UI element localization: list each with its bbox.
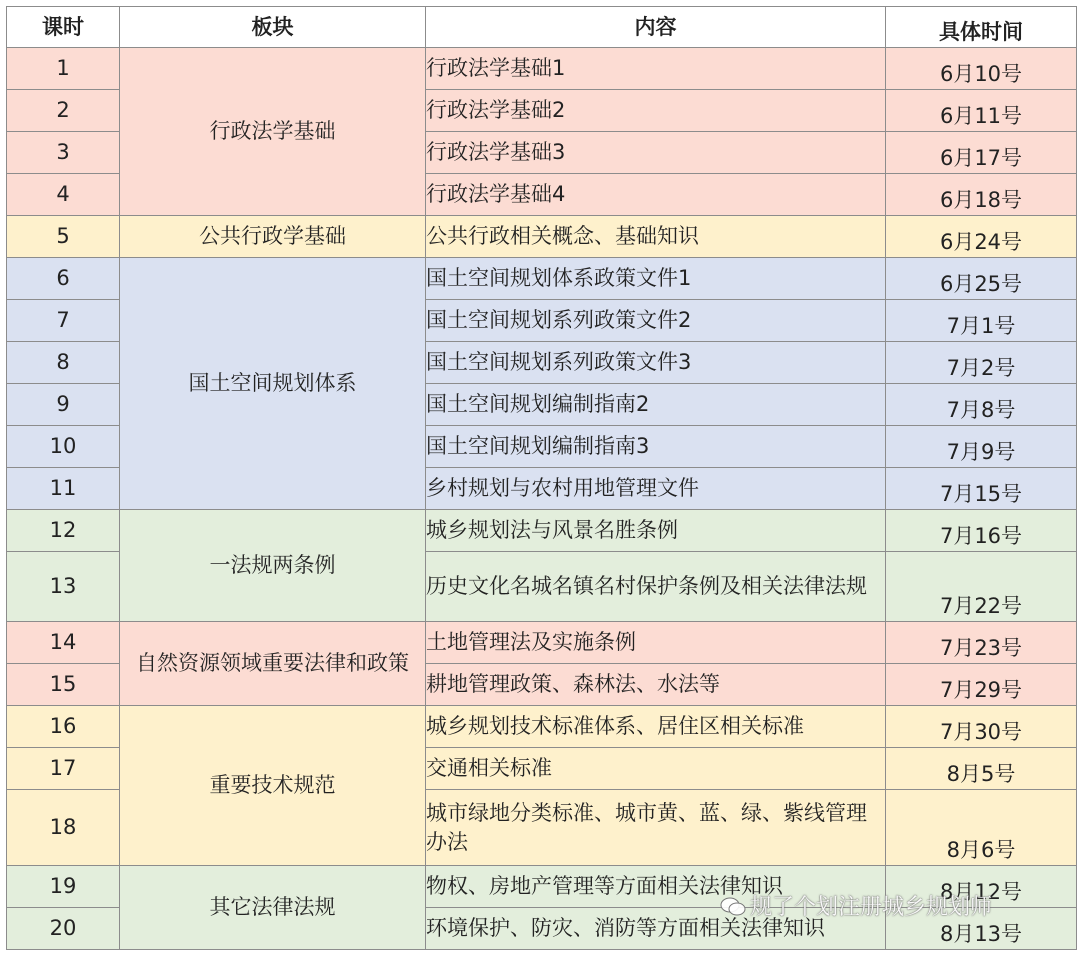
header-date: 具体时间 (886, 7, 1077, 48)
watermark-text: 规了个划注册城乡规划师 (750, 895, 993, 920)
block-name: 行政法学基础 (120, 48, 426, 216)
lesson-number: 18 (7, 790, 120, 866)
block-name: 重要技术规范 (120, 706, 426, 866)
block-name: 其它法律法规 (120, 866, 426, 950)
lesson-number: 2 (7, 90, 120, 132)
date-cell: 7月2号 (886, 342, 1077, 384)
lesson-number: 17 (7, 748, 120, 790)
date-cell: 6月18号 (886, 174, 1077, 216)
content-cell: 行政法学基础3 (426, 132, 886, 174)
date-cell: 6月10号 (886, 48, 1077, 90)
date-cell: 6月25号 (886, 258, 1077, 300)
schedule-table (6, 6, 1077, 950)
content-cell: 交通相关标准 (426, 748, 886, 790)
table-row (7, 510, 1077, 552)
date-cell: 7月8号 (886, 384, 1077, 426)
content-cell: 行政法学基础2 (426, 90, 886, 132)
wechat-icon (720, 897, 746, 917)
lesson-number: 5 (7, 216, 120, 258)
block-name: 国土空间规划体系 (120, 258, 426, 510)
lesson-number: 15 (7, 664, 120, 706)
date-cell: 7月29号 (886, 664, 1077, 706)
content-cell: 城乡规划技术标准体系、居住区相关标准 (426, 706, 886, 748)
lesson-number: 13 (7, 552, 120, 622)
content-cell: 耕地管理政策、森林法、水法等 (426, 664, 886, 706)
date-cell: 6月17号 (886, 132, 1077, 174)
date-cell: 7月16号 (886, 510, 1077, 552)
lesson-number: 1 (7, 48, 120, 90)
table-row (7, 622, 1077, 664)
content-cell: 国土空间规划编制指南2 (426, 384, 886, 426)
content-cell: 历史文化名城名镇名村保护条例及相关法律法规 (426, 552, 886, 622)
lesson-number: 11 (7, 468, 120, 510)
date-cell: 6月11号 (886, 90, 1077, 132)
content-cell: 物权、房地产管理等方面相关法律知识 (426, 866, 886, 908)
content-cell: 环境保护、防灾、消防等方面相关法律知识 (426, 908, 886, 950)
lesson-number: 8 (7, 342, 120, 384)
date-cell: 7月1号 (886, 300, 1077, 342)
header-content: 内容 (426, 7, 886, 48)
watermark (720, 890, 992, 921)
block-name: 一法规两条例 (120, 510, 426, 622)
block-name: 自然资源领域重要法律和政策 (120, 622, 426, 706)
lesson-number: 10 (7, 426, 120, 468)
date-cell: 7月15号 (886, 468, 1077, 510)
date-cell: 7月22号 (886, 552, 1077, 622)
lesson-number: 3 (7, 132, 120, 174)
content-cell: 行政法学基础1 (426, 48, 886, 90)
table-row (7, 216, 1077, 258)
content-cell: 国土空间规划编制指南3 (426, 426, 886, 468)
date-cell: 6月24号 (886, 216, 1077, 258)
block-name: 公共行政学基础 (120, 216, 426, 258)
content-cell: 乡村规划与农村用地管理文件 (426, 468, 886, 510)
lesson-number: 14 (7, 622, 120, 664)
content-cell: 公共行政相关概念、基础知识 (426, 216, 886, 258)
lesson-number: 16 (7, 706, 120, 748)
lesson-number: 20 (7, 908, 120, 950)
table-row (7, 706, 1077, 748)
date-cell: 8月12号 (886, 866, 1077, 908)
date-cell: 8月6号 (886, 790, 1077, 866)
lesson-number: 9 (7, 384, 120, 426)
date-cell: 7月30号 (886, 706, 1077, 748)
content-cell: 国土空间规划系列政策文件2 (426, 300, 886, 342)
header-block: 板块 (120, 7, 426, 48)
date-cell: 7月9号 (886, 426, 1077, 468)
table-row (7, 48, 1077, 90)
lesson-number: 12 (7, 510, 120, 552)
header-lesson: 课时 (7, 7, 120, 48)
date-cell: 7月23号 (886, 622, 1077, 664)
content-cell: 土地管理法及实施条例 (426, 622, 886, 664)
lesson-number: 7 (7, 300, 120, 342)
content-cell: 国土空间规划系列政策文件3 (426, 342, 886, 384)
content-cell: 行政法学基础4 (426, 174, 886, 216)
content-cell: 城市绿地分类标准、城市黄、蓝、绿、紫线管理办法 (426, 790, 886, 866)
header-row (7, 7, 1077, 48)
content-cell: 城乡规划法与风景名胜条例 (426, 510, 886, 552)
lesson-number: 19 (7, 866, 120, 908)
table-row (7, 258, 1077, 300)
lesson-number: 6 (7, 258, 120, 300)
date-cell: 8月5号 (886, 748, 1077, 790)
date-cell: 8月13号 (886, 908, 1077, 950)
lesson-number: 4 (7, 174, 120, 216)
content-cell: 国土空间规划体系政策文件1 (426, 258, 886, 300)
